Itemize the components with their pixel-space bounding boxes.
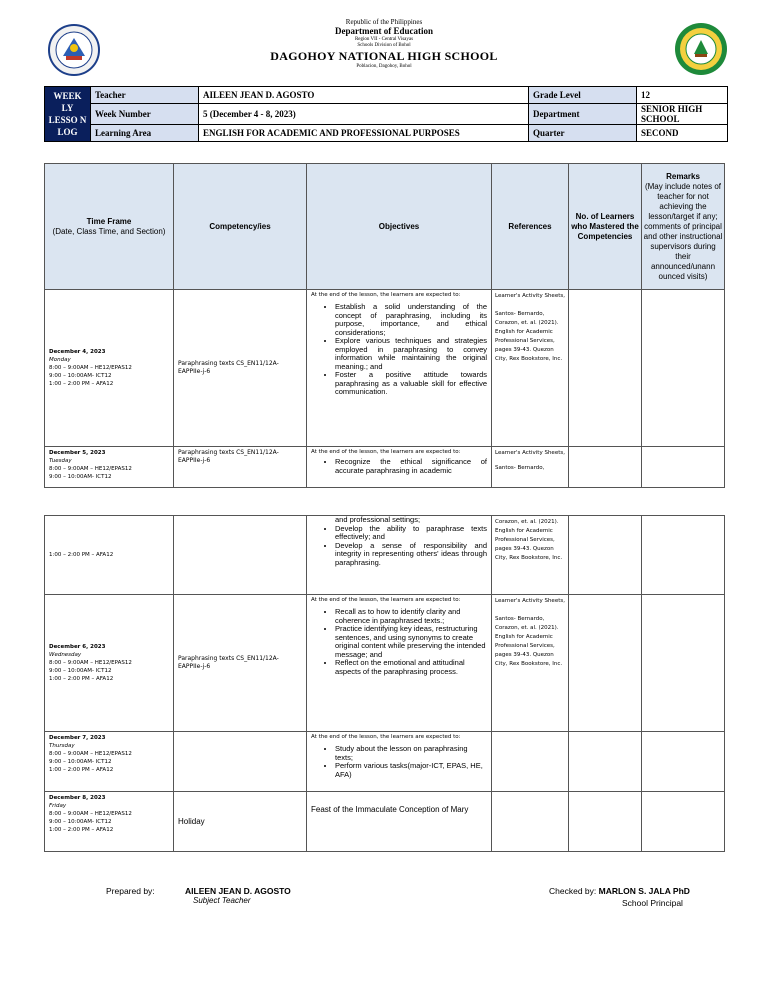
competency-cell: Paraphrasing texts CS_EN11/12A-EAPPIIe-j-6 (174, 447, 307, 488)
teacher-value: AILEEN JEAN D. AGOSTO (199, 87, 529, 104)
prepared-by-label: Prepared by: (106, 886, 155, 896)
objectives-cell: At the end of the lesson, the learners are expected to: • Recall as to how to identify clarity and coherence in paraphrased texts.; • Practice identifying key ideas, restructuring sentences, and using synonyms to create original content while preserving the intended message; and • Reflect on the emotional and attitudinal aspects of the paraphrasing process. (307, 595, 492, 732)
objectives-cell: At the end of the lesson, the learners are expected to: • Establish a solid understanding of the concept of paraphrasing, including its purpose, importance, and ethical considerations; • Explore various techniques and strategies employed in paraphrasing to convey information while maintaining the original meaning.; and • Foster a positive attitude towards paraphrasing as a valuable skill for effective communication. (307, 290, 492, 447)
remarks-cell (642, 595, 725, 732)
quarter-label: Quarter (529, 125, 637, 142)
remarks-cell (642, 732, 725, 792)
school-address: Poblacion, Dagohoy, Bohol (356, 64, 412, 69)
list-item: • Reflect on the emotional and attitudinal aspects of the paraphrasing process. (335, 659, 487, 676)
competency-cell: Paraphrasing texts CS_EN11/12A-EAPPIIe-j-6 (174, 290, 307, 447)
school-header (0, 18, 768, 70)
references-cell: Corazon, et. al. (2021). English for Academic Professional Services, pages 39-43. Quezon City, Rex Bookstore, Inc. (492, 516, 569, 595)
references-cell (492, 792, 569, 852)
republic-text: Republic of the Philippines (345, 18, 423, 26)
time-frame-cell: 1:00 – 2:00 PM – AFA12 (45, 516, 174, 595)
checked-by-label: Checked by: (549, 886, 597, 896)
lesson-table-part-2 (44, 515, 725, 852)
list-item: • Develop a sense of responsibility and integrity in representing others' ideas through paraphrasing. (335, 542, 487, 568)
checked-by-name: MARLON S. JALA PhD (598, 886, 690, 896)
learning-area-label: Learning Area (91, 125, 199, 142)
week-number-value: 5 (December 4 - 8, 2023) (199, 104, 529, 125)
mastered-cell (569, 447, 642, 488)
info-table (44, 86, 728, 142)
list-item: • Perform various tasks(major-ICT, EPAS, HE, AFA) (335, 762, 487, 779)
grade-level-value: 12 (637, 87, 728, 104)
mastered-cell (569, 290, 642, 447)
department-label: Department (529, 104, 637, 125)
competency-cell (174, 732, 307, 792)
mastered-cell (569, 792, 642, 852)
references-cell: Learner's Activity Sheets, Santos- Bernardo, Corazon, et. al. (2021). English for Academic Professional Services, pages 39-43. Quezon City, Rex Bookstore, Inc. (492, 595, 569, 732)
teacher-label: Teacher (91, 87, 199, 104)
region-text: Region VII - Central Visayas (354, 37, 414, 42)
mastered-cell (569, 595, 642, 732)
list-item: • Recognize the ethical significance of accurate paraphrasing in academic (335, 458, 487, 475)
remarks-cell (642, 516, 725, 595)
objectives-header: Objectives (307, 164, 492, 290)
remarks-header: Remarks (May include notes of teacher for not achieving the lesson/target if any; comments of principal and other instructional supervisors during their announced/unann ounced visits) (642, 164, 725, 290)
remarks-cell (642, 290, 725, 447)
list-item: • Develop the ability to paraphrase texts effectively; and (335, 525, 487, 542)
department-value: SENIOR HIGH SCHOOL (637, 104, 728, 125)
competency-cell: Holiday (174, 792, 307, 852)
competency-header: Competency/ies (174, 164, 307, 290)
division-text: Schools Division of Bohol (357, 43, 411, 48)
time-frame-cell: December 6, 2023 Wednesday 8:00 – 9:00AM – HE12/EPAS12 9:00 – 10:00AM- ICT12 1:00 – 2:00 PM – AFA12 (45, 595, 174, 732)
references-cell: Learner's Activity Sheets, Santos- Bernardo, Corazon, et. al. (2021). English for Academic Professional Services, pages 39-43. Quezon City, Rex Bookstore, Inc. (492, 290, 569, 447)
time-frame-cell: December 4, 2023 Monday 8:00 – 9:00AM – HE12/EPAS12 9:00 – 10:00AM- ICT12 1:00 – 2:00 PM – AFA12 (45, 290, 174, 447)
table-row (45, 792, 725, 852)
list-item: • Practice identifying key ideas, restructuring sentences, and using synonyms to create original content while preserving the intended message; and (335, 625, 487, 659)
weekly-lesson-log-label: WEEK LY LESSO N LOG (45, 87, 91, 142)
checked-by-role: School Principal (622, 898, 683, 908)
school-name: DAGOHOY NATIONAL HIGH SCHOOL (270, 49, 498, 63)
department-text: Department of Education (335, 26, 433, 36)
objectives-cell (307, 516, 492, 595)
competency-cell (174, 516, 307, 595)
objectives-cell: Feast of the Immaculate Conception of Mary (307, 792, 492, 852)
mastered-header: No. of Learners who Mastered the Competencies (569, 164, 642, 290)
table-row (45, 516, 725, 595)
list-item: and professional settings; (335, 515, 421, 524)
time-frame-cell: December 7, 2023 Thursday 8:00 – 9:00AM – HE12/EPAS12 9:00 – 10:00AM- ICT12 1:00 – 2:00 PM – AFA12 (45, 732, 174, 792)
learning-area-value: ENGLISH FOR ACADEMIC AND PROFESSIONAL PURPOSES (199, 125, 529, 142)
list-item: • Recall as to how to identify clarity and coherence in paraphrased texts.; (335, 608, 487, 625)
time-frame-cell: December 8, 2023 Friday 8:00 – 9:00AM – HE12/EPAS12 9:00 – 10:00AM- ICT12 1:00 – 2:00 PM – AFA12 (45, 792, 174, 852)
quarter-value: SECOND (637, 125, 728, 142)
list-item: • Establish a solid understanding of the concept of paraphrasing, including its purpose, importance, and ethical considerations; (335, 303, 487, 337)
prepared-by-name: AILEEN JEAN D. AGOSTO (185, 886, 291, 896)
lesson-table-part-1 (44, 163, 725, 488)
table-row (45, 447, 725, 488)
week-number-label: Week Number (91, 104, 199, 125)
objectives-cell: At the end of the lesson, the learners are expected to: • Recognize the ethical significance of accurate paraphrasing in academic (307, 447, 492, 488)
mastered-cell (569, 516, 642, 595)
mastered-cell (569, 732, 642, 792)
list-item: • Explore various techniques and strategies employed in paraphrasing to convey information while maintaining the original meaning.; and (335, 337, 487, 371)
references-cell: Learner's Activity Sheets, Santos- Bernardo, (492, 447, 569, 488)
list-item: • Study about the lesson on paraphrasing texts; (335, 745, 487, 762)
objectives-cell: At the end of the lesson, the learners are expected to: • Study about the lesson on paraphrasing texts; • Perform various tasks(major-ICT, EPAS, HE, AFA) (307, 732, 492, 792)
references-header: References (492, 164, 569, 290)
remarks-cell (642, 447, 725, 488)
competency-cell: Paraphrasing texts CS_EN11/12A-EAPPIIe-j-6 (174, 595, 307, 732)
checked-by-block (549, 886, 690, 896)
list-item: • Foster a positive attitude towards paraphrasing as a valuable skill for effective communication. (335, 371, 487, 397)
time-frame-header: Time Frame (Date, Class Time, and Section) (45, 164, 174, 290)
references-cell (492, 732, 569, 792)
table-row (45, 595, 725, 732)
remarks-cell (642, 792, 725, 852)
time-frame-cell: December 5, 2023 Tuesday 8:00 – 9:00AM – HE12/EPAS12 9:00 – 10:00AM- ICT12 (45, 447, 174, 488)
grade-level-label: Grade Level (529, 87, 637, 104)
table-row (45, 732, 725, 792)
prepared-by-role: Subject Teacher (193, 896, 251, 905)
prepared-by-block (185, 886, 291, 905)
table-row (45, 290, 725, 447)
